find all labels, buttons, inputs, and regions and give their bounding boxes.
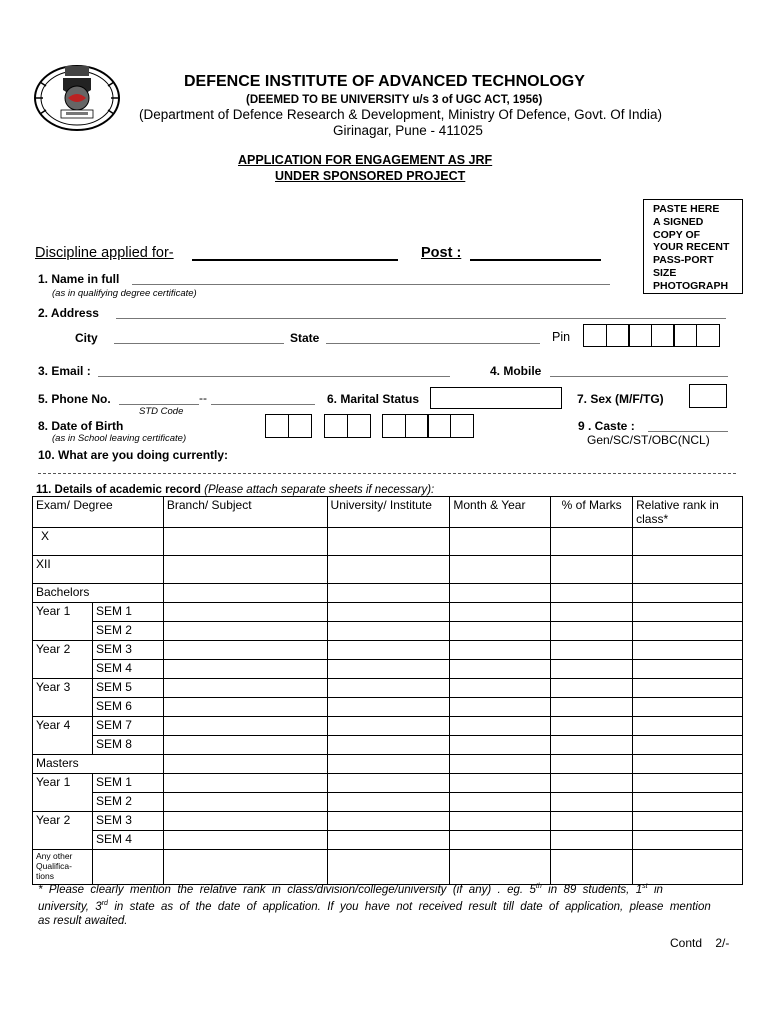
caste-options: Gen/SC/ST/OBC(NCL) xyxy=(587,433,710,447)
bach-year-3: Year 3 xyxy=(33,679,93,717)
dob-label: 8. Date of Birth xyxy=(38,419,124,433)
photo-instruction-7: PHOTOGRAPH xyxy=(653,279,729,292)
table-row[interactable] xyxy=(33,641,743,660)
bach-sem-1: SEM 1 xyxy=(92,603,163,622)
department-line: (Department of Defence Research & Development, Ministry Of Defence, Govt. Of India) xyxy=(139,107,662,122)
post-field[interactable] xyxy=(470,259,601,261)
row-label-masters: Masters xyxy=(33,755,164,774)
bach-sem-5: SEM 5 xyxy=(92,679,163,698)
bach-sem-3: SEM 3 xyxy=(92,641,163,660)
bach-sem-7: SEM 7 xyxy=(92,717,163,736)
bach-sem-2: SEM 2 xyxy=(92,622,163,641)
row-label-bachelors: Bachelors xyxy=(33,584,164,603)
academic-title: 11. Details of academic record xyxy=(36,484,201,496)
table-row[interactable] xyxy=(33,717,743,736)
mast-sem-4: SEM 4 xyxy=(92,831,163,850)
col-university: University/ Institute xyxy=(327,497,450,528)
dob-note: (as in School leaving certificate) xyxy=(52,433,187,444)
dob-month-boxes[interactable] xyxy=(324,414,371,438)
footnote-text-3: in xyxy=(647,883,663,896)
table-row-bachelors xyxy=(33,584,743,603)
bach-sem-6: SEM 6 xyxy=(92,698,163,717)
photo-instruction-6: SIZE xyxy=(653,266,677,279)
photo-instruction-1: PASTE HERE xyxy=(653,203,720,215)
table-row[interactable] xyxy=(33,831,743,850)
city-label: City xyxy=(75,331,98,345)
table-row-masters xyxy=(33,755,743,774)
footnote-line-1 xyxy=(38,880,736,897)
table-header-row xyxy=(33,497,743,528)
bach-sem-4: SEM 4 xyxy=(92,660,163,679)
col-exam: Exam/ Degree xyxy=(33,497,164,528)
footnote xyxy=(38,880,736,928)
mast-sem-3: SEM 3 xyxy=(92,812,163,831)
photo-instruction-5: PASS-PORT xyxy=(653,254,714,267)
bach-year-1: Year 1 xyxy=(33,603,93,641)
table-row[interactable] xyxy=(33,812,743,831)
phone-separator: -- xyxy=(199,391,207,405)
deemed-university-note: (DEEMED TO BE UNIVERSITY u/s 3 of UGC ACT, 1956) xyxy=(246,94,543,106)
sex-box[interactable] xyxy=(689,384,727,408)
table-row[interactable] xyxy=(33,679,743,698)
location-line: Girinagar, Pune - 411025 xyxy=(333,123,483,138)
institute-name: DEFENCE INSTITUTE OF ADVANCED TECHNOLOGY xyxy=(184,73,585,90)
name-note: (as in qualifying degree certificate) xyxy=(52,288,197,299)
col-marks: % of Marks xyxy=(551,497,633,528)
mobile-field[interactable] xyxy=(550,376,728,377)
caste-field[interactable] xyxy=(648,431,728,432)
table-row[interactable] xyxy=(33,736,743,755)
other-label-3: tions xyxy=(36,871,54,881)
marital-status-label: 6. Marital Status xyxy=(327,392,420,406)
table-row[interactable] xyxy=(33,660,743,679)
state-label: State xyxy=(290,331,320,345)
footnote-line-3: as result awaited. xyxy=(38,914,128,927)
post-label: Post : xyxy=(421,245,462,261)
discipline-label: Discipline applied for- xyxy=(35,245,174,261)
current-activity-field[interactable] xyxy=(38,473,736,474)
bach-year-2: Year 2 xyxy=(33,641,93,679)
dob-day-boxes[interactable] xyxy=(265,414,312,438)
academic-table xyxy=(32,496,743,885)
footnote-text-1: * Please clearly mention the relative rank in class/division/college/university (if any) . eg. 5 xyxy=(38,883,536,896)
name-field[interactable] xyxy=(132,284,610,285)
address-label: 2. Address xyxy=(38,306,99,320)
col-month-year: Month & Year xyxy=(450,497,551,528)
pin-label: Pin xyxy=(552,330,571,344)
table-row[interactable] xyxy=(33,698,743,717)
row-label-x xyxy=(33,528,164,556)
phone-std-field[interactable] xyxy=(119,404,199,405)
photo-box[interactable] xyxy=(643,199,743,294)
footnote-text-5: in state as of the date of application. If you have not received result till date of application, please mention xyxy=(107,900,711,913)
bach-sem-8: SEM 8 xyxy=(92,736,163,755)
table-row-x[interactable] xyxy=(33,528,743,556)
table-row-xii[interactable] xyxy=(33,556,743,584)
academic-heading xyxy=(36,484,434,496)
photo-instruction-2: A SIGNED xyxy=(653,215,704,228)
phone-number-field[interactable] xyxy=(211,404,315,405)
footnote-text-4: university, 3 xyxy=(38,900,102,913)
form-title: APPLICATION FOR ENGAGEMENT AS JRF xyxy=(238,153,493,167)
mobile-label: 4. Mobile xyxy=(490,364,542,378)
dob-year-boxes[interactable] xyxy=(382,414,474,438)
footnote-sup-2: st xyxy=(642,883,648,890)
row-label-xii xyxy=(33,556,164,584)
caste-label: 9 . Caste : xyxy=(578,419,635,433)
city-field[interactable] xyxy=(114,343,284,344)
table-row[interactable] xyxy=(33,603,743,622)
form-subtitle: UNDER SPONSORED PROJECT xyxy=(275,169,466,183)
phone-label: 5. Phone No. xyxy=(38,392,111,406)
current-activity-label: 10. What are you doing currently: xyxy=(38,448,229,462)
other-label-2: Qualifica- xyxy=(36,861,72,871)
academic-note: (Please attach separate sheets if necessary): xyxy=(204,484,435,496)
col-branch: Branch/ Subject xyxy=(163,497,327,528)
mast-year-1: Year 1 xyxy=(33,774,93,812)
bach-year-4: Year 4 xyxy=(33,717,93,755)
mast-year-2: Year 2 xyxy=(33,812,93,850)
xii-label: XII xyxy=(36,557,51,571)
std-code-note: STD Code xyxy=(139,406,184,417)
col-rank: Relative rank in class* xyxy=(633,497,743,528)
institute-emblem xyxy=(32,62,124,132)
email-label: 3. Email : xyxy=(38,364,91,378)
table-row[interactable] xyxy=(33,793,743,812)
state-field[interactable] xyxy=(326,343,540,344)
mast-sem-2: SEM 2 xyxy=(92,793,163,812)
continued-note: Contd 2/- xyxy=(670,936,730,950)
table-row[interactable] xyxy=(33,774,743,793)
footnote-sup-1: th xyxy=(535,883,542,890)
sex-label: 7. Sex (M/F/TG) xyxy=(577,392,664,406)
x-label: X xyxy=(41,529,50,543)
discipline-field[interactable] xyxy=(192,259,398,261)
other-label-1: Any other xyxy=(36,851,73,861)
photo-instruction-3: COPY OF xyxy=(653,228,701,241)
address-field[interactable] xyxy=(116,318,726,319)
footnote-text-2: in 89 students, 1 xyxy=(541,883,643,896)
name-label: 1. Name in full xyxy=(38,272,120,286)
footnote-line-2 xyxy=(38,897,736,914)
table-row[interactable] xyxy=(33,622,743,641)
footnote-sup-3: rd xyxy=(101,899,108,907)
pin-code-boxes[interactable] xyxy=(583,324,720,347)
mast-sem-1: SEM 1 xyxy=(92,774,163,793)
photo-instruction-4: YOUR RECENT xyxy=(653,241,730,254)
email-field[interactable] xyxy=(98,376,450,377)
marital-status-box[interactable] xyxy=(430,387,562,409)
